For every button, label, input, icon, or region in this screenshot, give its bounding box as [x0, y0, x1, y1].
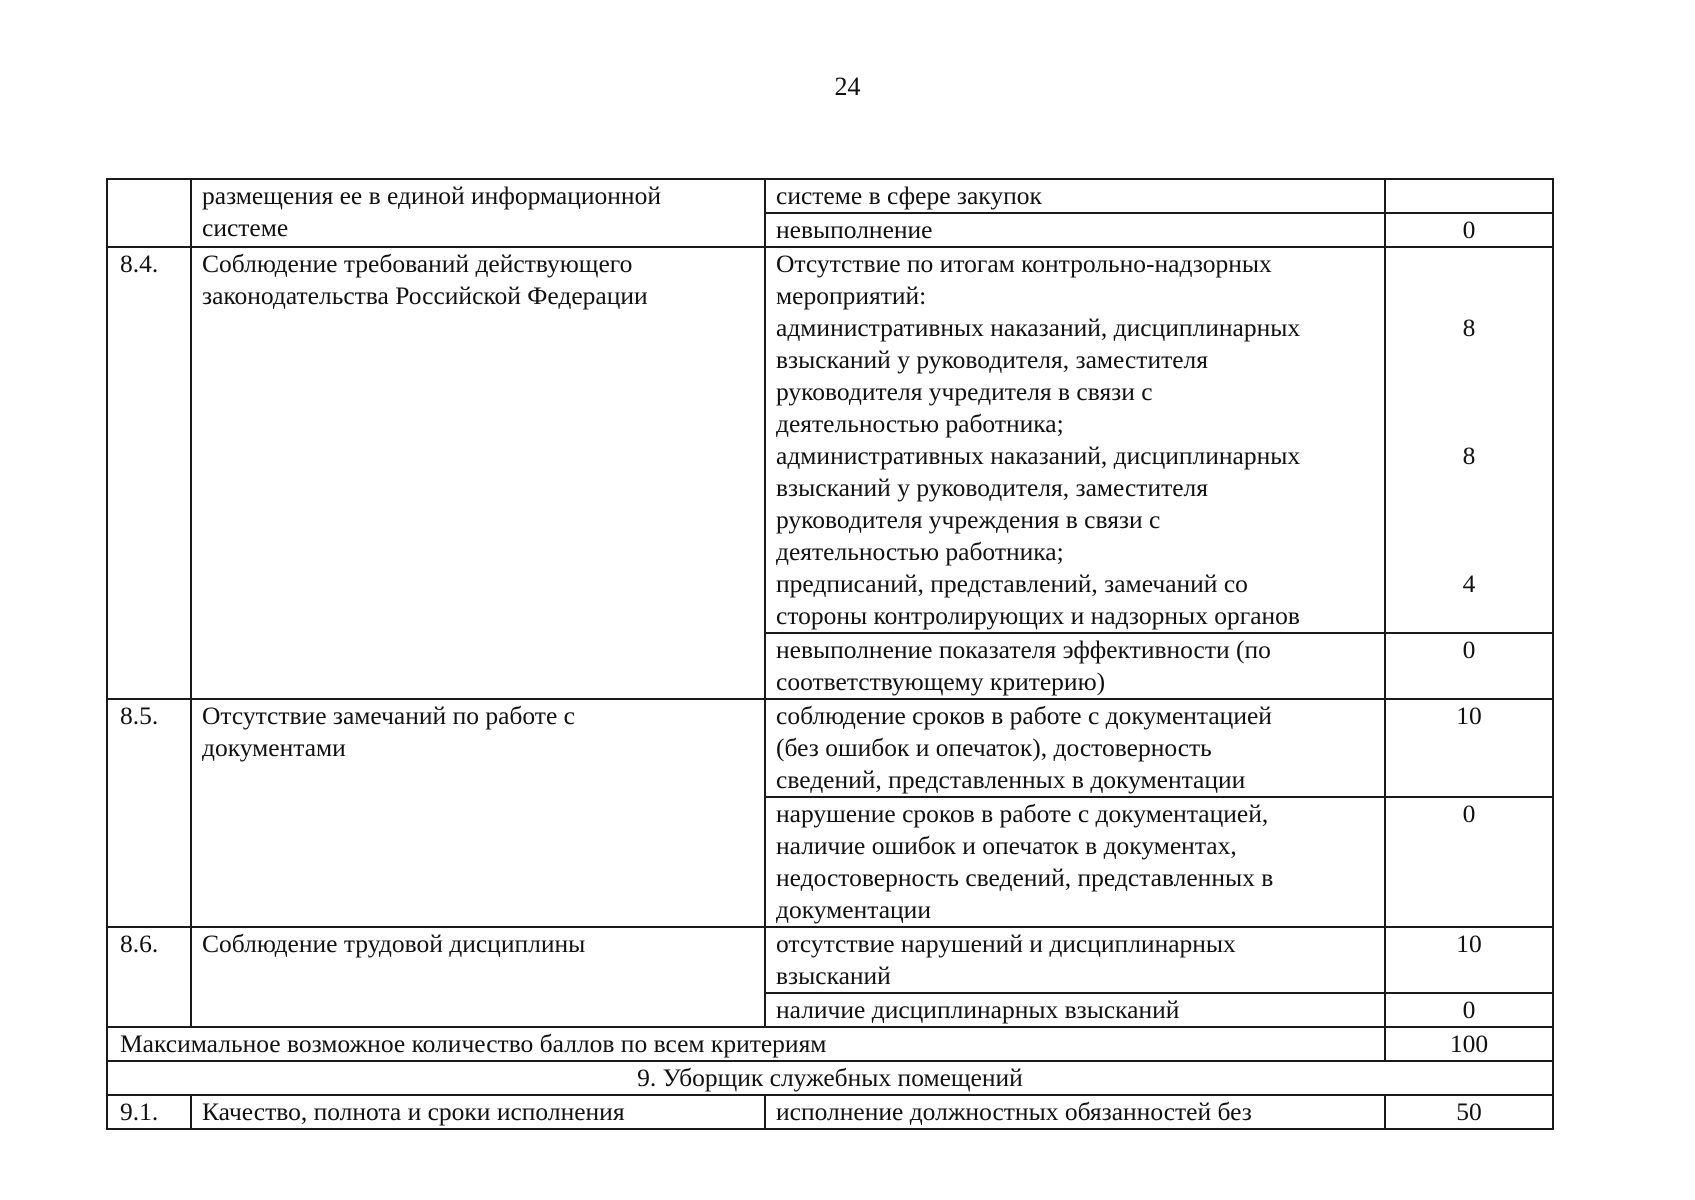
score-value: 4 [1462, 569, 1476, 598]
criterion-number-cell [107, 179, 191, 247]
total-label: Максимальное возможное количество баллов по всем критериям [107, 1027, 1385, 1061]
criteria-table [106, 178, 1554, 1130]
score-cell [1385, 179, 1553, 213]
table-row [107, 927, 1553, 993]
indicator-cell: отсутствие нарушений и дисциплинарных взысканий [765, 927, 1385, 993]
criterion-cell: размещения ее в единой информационной системе [191, 179, 765, 247]
table-row [107, 179, 1553, 213]
indicator-cell: невыполнение показателя эффективности (по соответствующему критерию) [765, 633, 1385, 699]
score-cell: 0 [1385, 993, 1553, 1027]
indicator-cell: системе в сфере закупок [765, 179, 1385, 213]
total-score: 100 [1385, 1027, 1553, 1061]
table-row [107, 247, 1553, 633]
criterion-cell: Соблюдение требований действующего законодательства Российской Федерации [191, 247, 765, 699]
indicator-cell: наличие дисциплинарных взысканий [765, 993, 1385, 1027]
page-number: 24 [834, 72, 861, 101]
table-row [107, 1095, 1553, 1129]
criterion-number-cell: 8.5. [107, 699, 191, 927]
score-cell: 50 [1385, 1095, 1553, 1129]
score-cell: 10 [1385, 699, 1553, 797]
score-cell: 0 [1385, 797, 1553, 927]
indicator-cell: невыполнение [765, 213, 1385, 247]
table-row [107, 699, 1553, 797]
section-title: 9. Уборщик служебных помещений [107, 1061, 1553, 1095]
indicator-cell: исполнение должностных обязанностей без [765, 1095, 1385, 1129]
criterion-cell: Соблюдение трудовой дисциплины [191, 927, 765, 1027]
criterion-number-cell: 8.4. [107, 247, 191, 699]
criterion-number-cell: 8.6. [107, 927, 191, 1027]
score-cell: 10 [1385, 927, 1553, 993]
score-value: 8 [1462, 441, 1476, 470]
indicator-cell: нарушение сроков в работе с документацией, наличие ошибок и опечаток в документах, недостоверность сведений, представленных в документации [765, 797, 1385, 927]
section-row [107, 1061, 1553, 1095]
criterion-cell: Качество, полнота и сроки исполнения [191, 1095, 765, 1129]
score-cell: 0 [1385, 213, 1553, 247]
total-row [107, 1027, 1553, 1061]
score-cell: 0 [1385, 633, 1553, 699]
score-cell [1385, 247, 1553, 633]
criterion-number-cell: 9.1. [107, 1095, 191, 1129]
indicator-cell: соблюдение сроков в работе с документацией (без ошибок и опечаток), достоверность сведений, представленных в документации [765, 699, 1385, 797]
score-value: 8 [1462, 313, 1476, 342]
criterion-cell: Отсутствие замечаний по работе с документами [191, 699, 765, 927]
indicator-cell: Отсутствие по итогам контрольно-надзорных мероприятий: административных наказаний, дисциплинарных взысканий у руководителя, заместителя руководителя учредителя в связи с деятельностью работника; административных наказаний, дисциплинарных взысканий у руководителя, заместителя руководителя учреждения в связи с деятельностью работника; предписаний, представлений, замечаний со стороны контролирующих и надзорных органов [765, 247, 1385, 633]
